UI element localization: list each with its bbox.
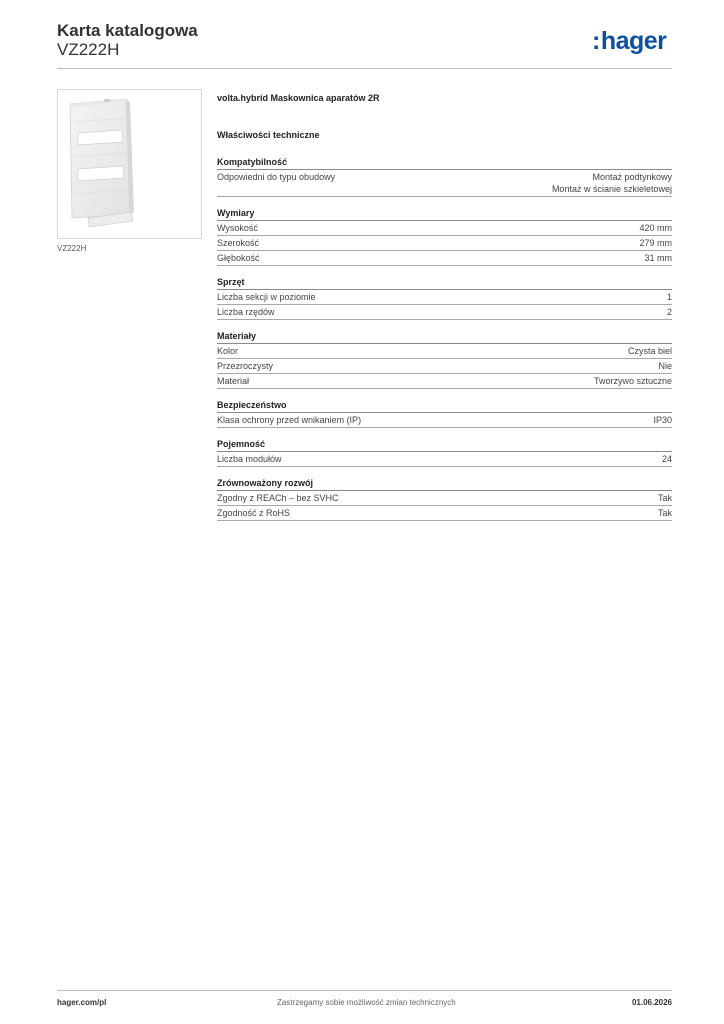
product-code: VZ222H [57, 40, 120, 59]
spec-value-line: Montaż podtynkowy [592, 172, 672, 182]
section-title: Sprzęt [217, 275, 672, 290]
spec-value [639, 222, 672, 234]
footer-disclaimer: Zastrzegamy sobie możliwość zmian technicznych [277, 998, 456, 1007]
section-title: Materiały [217, 329, 672, 344]
spec-value-line: 24 [661, 454, 672, 464]
spec-section [217, 476, 672, 521]
footer-website-link[interactable]: hager.com/pl [57, 998, 107, 1007]
properties-title: Właściwości techniczne [217, 130, 320, 140]
spec-row [217, 374, 672, 389]
spec-value-line: IP30 [653, 415, 672, 425]
spec-row [217, 491, 672, 506]
spec-label: Liczba sekcji w poziomie [217, 292, 316, 302]
spec-value-line: 420 mm [639, 223, 672, 233]
spec-value [639, 237, 672, 249]
spec-value-line: 2 [666, 307, 672, 317]
spec-row [217, 344, 672, 359]
section-title: Kompatybilność [217, 155, 672, 170]
spec-value-line: 1 [666, 292, 672, 302]
spec-value [594, 375, 672, 387]
spec-label: Liczba rzędów [217, 307, 275, 317]
spec-row [217, 236, 672, 251]
spec-value [552, 171, 672, 195]
spec-value-line: Tak [657, 493, 672, 503]
spec-label: Liczba modułów [217, 454, 282, 464]
spec-section [217, 275, 672, 320]
spec-sections [217, 155, 672, 521]
spec-label: Kolor [217, 346, 239, 356]
spec-section [217, 155, 672, 197]
section-title: Wymiary [217, 206, 672, 221]
spec-value [653, 414, 672, 426]
spec-section [217, 398, 672, 428]
section-title: Zrównoważony rozwój [217, 476, 672, 491]
spec-section [217, 206, 672, 266]
spec-section [217, 329, 672, 389]
image-caption: VZ222H [57, 244, 87, 253]
spec-value [662, 453, 672, 465]
spec-label: Odpowiedni do typu obudowy [217, 172, 336, 182]
spec-row [217, 452, 672, 467]
spec-value-line: Tworzywo sztuczne [593, 376, 672, 386]
spec-label: Przezroczysty [217, 361, 274, 371]
spec-value-line: 31 mm [644, 253, 672, 263]
footer-date: 01.06.2026 [631, 998, 672, 1007]
product-name: volta.hybrid Maskownica aparatów 2R [217, 93, 380, 103]
logo-text: hager [600, 27, 667, 55]
spec-label: Wysokość [217, 223, 258, 233]
spec-label: Zgodny z REACh – bez SVHC [217, 493, 339, 503]
spec-value [628, 345, 672, 357]
logo-colon-icon: : [592, 27, 600, 55]
spec-row [217, 290, 672, 305]
cover-plate-illustration [58, 90, 201, 238]
spec-value [658, 360, 672, 372]
spec-value [658, 507, 672, 519]
spec-value-line: 279 mm [639, 238, 672, 248]
spec-label: Klasa ochrony przed wnikaniem (IP) [217, 415, 362, 425]
section-title: Pojemność [217, 437, 672, 452]
spec-row [217, 506, 672, 521]
spec-section [217, 437, 672, 467]
spec-value-line: Nie [658, 361, 672, 371]
hager-logo[interactable] [592, 27, 666, 56]
spec-value [667, 291, 672, 303]
spec-value [658, 492, 672, 504]
spec-label: Szerokość [217, 238, 260, 248]
spec-row [217, 359, 672, 374]
page-title: Karta katalogowa [57, 21, 198, 40]
spec-label: Zgodność z RoHS [217, 508, 291, 518]
spec-row [217, 170, 672, 197]
header-divider [57, 68, 672, 69]
spec-row [217, 413, 672, 428]
spec-label: Materiał [217, 376, 250, 386]
spec-value-line: Czysta biel [627, 346, 672, 356]
spec-value-line: Tak [657, 508, 672, 518]
spec-value [667, 306, 672, 318]
spec-value [644, 252, 672, 264]
product-image [57, 89, 202, 239]
spec-content [217, 93, 672, 530]
spec-row [217, 251, 672, 266]
spec-row [217, 305, 672, 320]
spec-value-line: Montaż w ścianie szkieletowej [551, 184, 672, 194]
footer-divider [57, 990, 672, 991]
spec-row [217, 221, 672, 236]
spec-label: Głębokość [217, 253, 260, 263]
section-title: Bezpieczeństwo [217, 398, 672, 413]
